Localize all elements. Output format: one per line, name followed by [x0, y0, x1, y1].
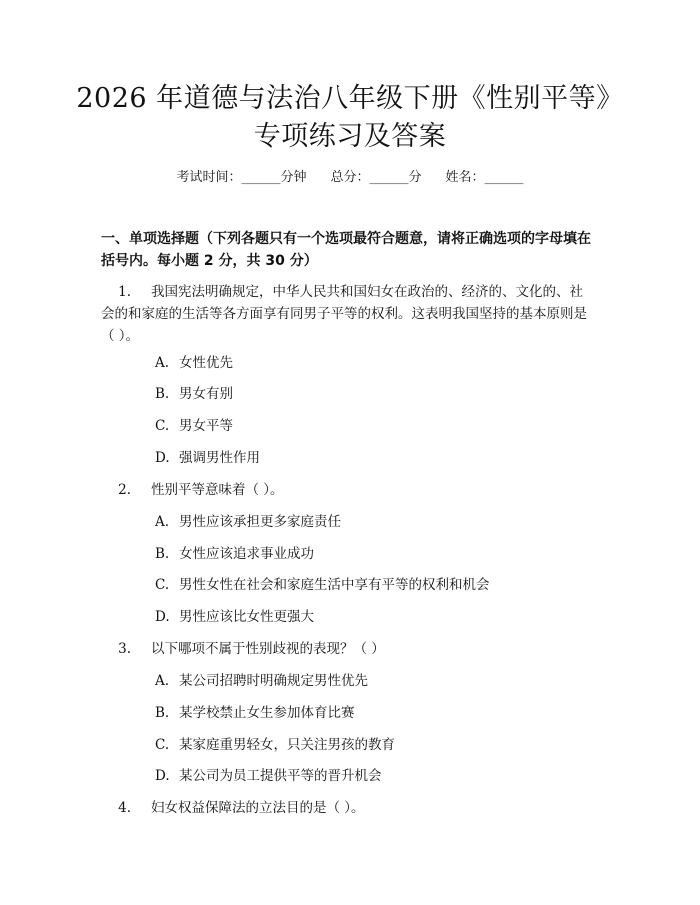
question-1-option-b — [155, 383, 595, 405]
question-2-option-d — [155, 606, 595, 628]
question-3-option-d — [155, 765, 595, 787]
option-letter: A. — [155, 355, 170, 371]
question-4 — [101, 797, 601, 819]
question-number: 3. — [118, 641, 131, 657]
question-text-line: 我国宪法明确规定，中华人民共和国妇女在政治的、经济的、文化的、社 — [151, 284, 583, 300]
option-text: 女性应该追求事业成功 — [179, 546, 314, 562]
option-text: 男性女性在社会和家庭生活中享有平等的权利和机会 — [179, 577, 490, 593]
option-letter: A. — [155, 514, 170, 530]
exam-name: 姓名：______ — [445, 170, 524, 185]
question-number: 1. — [118, 284, 131, 300]
option-text: 某公司招聘时明确规定男性优先 — [179, 673, 368, 689]
question-text-line: 会的和家庭的生活等各方面享有同男子平等的权利。这表明我国坚持的基本原则是 — [101, 306, 587, 322]
option-letter: D. — [155, 609, 170, 625]
question-number: 4. — [118, 800, 131, 816]
document-title-line-1: 2026 年道德与法治八年级下册《性别平等》 — [76, 83, 624, 114]
option-letter: B. — [155, 386, 170, 402]
option-letter: C. — [155, 577, 170, 593]
question-2-option-c — [155, 574, 595, 596]
question-3-option-c — [155, 734, 595, 756]
option-text: 男性应该承担更多家庭责任 — [179, 514, 341, 530]
option-text: 男女平等 — [179, 418, 233, 434]
exam-info — [0, 168, 700, 188]
exam-score: 总分：______分 — [330, 170, 422, 185]
question-1-option-a — [155, 352, 595, 374]
question-1-option-d — [155, 447, 595, 469]
question-2-option-a — [155, 511, 595, 533]
option-text: 男性应该比女性更强大 — [179, 609, 314, 625]
option-text: 某公司为员工提供平等的晋升机会 — [179, 768, 382, 784]
question-text-line: 妇女权益保障法的立法目的是（ ）。 — [151, 800, 365, 816]
option-text: 某学校禁止女生参加体育比赛 — [179, 705, 355, 721]
option-letter: A. — [155, 673, 170, 689]
question-2 — [101, 479, 601, 501]
question-3-option-a — [155, 670, 595, 692]
question-1-option-c — [155, 415, 595, 437]
option-letter: D. — [155, 768, 170, 784]
option-text: 强调男性作用 — [179, 450, 260, 466]
option-text: 某家庭重男轻女，只关注男孩的教育 — [179, 737, 395, 753]
question-text-line: （ ）。 — [101, 328, 140, 344]
question-number: 2. — [118, 482, 131, 498]
question-text-line: 以下哪项不属于性别歧视的表现？（ ） — [151, 641, 385, 657]
option-text: 男女有别 — [179, 386, 233, 402]
question-2-option-b — [155, 543, 595, 565]
question-3-option-b — [155, 702, 595, 724]
document-title-line-2: 专项练习及答案 — [253, 121, 447, 152]
exam-time: 考试时间：______分钟 — [176, 170, 307, 185]
option-letter: C. — [155, 418, 170, 434]
option-text: 女性优先 — [179, 355, 233, 371]
question-3 — [101, 638, 601, 660]
section-heading: 一、单项选择题（下列各题只有一个选项最符合题意，请将正确选项的字母填在括号内。每小题 2 分，共 30 分） — [101, 231, 591, 269]
option-letter: B. — [155, 546, 170, 562]
option-letter: D. — [155, 450, 170, 466]
option-letter: C. — [155, 737, 170, 753]
option-letter: B. — [155, 705, 170, 721]
question-1 — [101, 281, 601, 347]
question-text-line: 性别平等意味着（ ）。 — [151, 482, 284, 498]
